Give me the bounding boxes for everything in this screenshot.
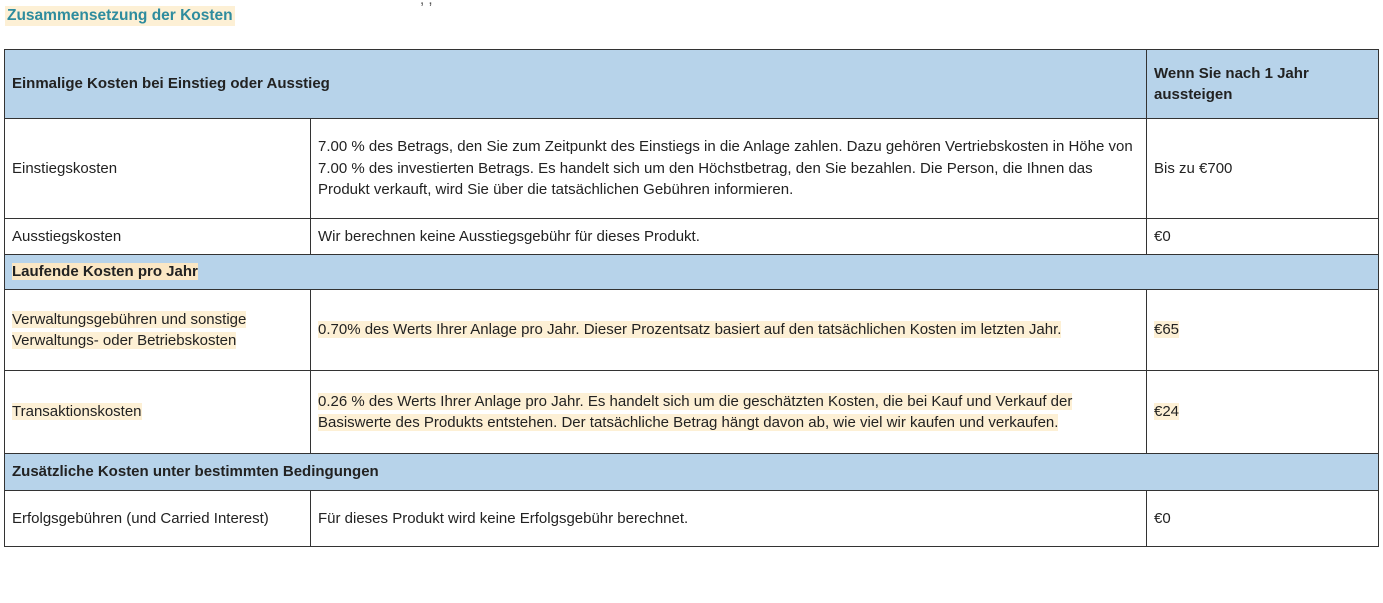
management-fees-label: Verwaltungsgebühren und sonstige Verwaltungs- oder Betriebskosten xyxy=(12,310,247,349)
performance-fees-label: Erfolgsgebühren (und Carried Interest) xyxy=(5,491,311,547)
exit-costs-value: €0 xyxy=(1147,219,1379,255)
cropped-intro-text xyxy=(420,0,433,8)
transaction-costs-label-cell xyxy=(5,371,311,454)
exit-costs-label: Ausstiegskosten xyxy=(5,219,311,255)
transaction-costs-value-cell xyxy=(1147,371,1379,454)
management-fees-description-cell xyxy=(311,290,1147,371)
entry-costs-value: Bis zu €700 xyxy=(1147,119,1379,219)
transaction-costs-value: €24 xyxy=(1154,403,1180,421)
performance-fees-value: €0 xyxy=(1147,491,1379,547)
table-row xyxy=(5,219,1379,255)
exit-after-one-year-header: Wenn Sie nach 1 Jahr aussteigen xyxy=(1147,50,1379,119)
performance-fees-description: Für dieses Produkt wird keine Erfolgsgebühr berechnet. xyxy=(311,491,1147,547)
management-fees-value-cell xyxy=(1147,290,1379,371)
entry-costs-description: 7.00 % des Betrags, den Sie zum Zeitpunkt des Einstiegs in die Anlage zahlen. Dazu gehören Vertriebskosten in Höhe von 7.00 % des investierten Betrags. Es handelt sich um den Höchstbetrag, den Sie bezahlen. Die Person, die Ihnen das Produkt verkauft, wird Sie über die tatsächlichen Gebühren informieren. xyxy=(311,119,1147,219)
management-fees-value: €65 xyxy=(1154,321,1180,339)
one-time-costs-header-row xyxy=(5,50,1379,119)
transaction-costs-label: Transaktionskosten xyxy=(12,403,142,421)
one-time-costs-header: Einmalige Kosten bei Einstieg oder Ausstieg xyxy=(5,50,1147,119)
table-row xyxy=(5,290,1379,371)
management-fees-label-cell xyxy=(5,290,311,371)
transaction-costs-description-cell xyxy=(311,371,1147,454)
ongoing-costs-header-row xyxy=(5,255,1379,290)
entry-costs-label: Einstiegskosten xyxy=(5,119,311,219)
table-row xyxy=(5,119,1379,219)
incidental-costs-header: Zusätzliche Kosten unter bestimmten Bedingungen xyxy=(5,454,1379,491)
costs-table xyxy=(4,49,1379,547)
table-row xyxy=(5,491,1379,547)
incidental-costs-header-row xyxy=(5,454,1379,491)
exit-costs-description: Wir berechnen keine Ausstiegsgebühr für dieses Produkt. xyxy=(311,219,1147,255)
ongoing-costs-header xyxy=(5,255,1379,290)
ongoing-costs-header-text: Laufende Kosten pro Jahr xyxy=(12,263,198,281)
management-fees-description: 0.70% des Werts Ihrer Anlage pro Jahr. Dieser Prozentsatz basiert auf den tatsächlichen Kosten im letzten Jahr. xyxy=(318,321,1062,339)
table-row xyxy=(5,371,1379,454)
transaction-costs-description: 0.26 % des Werts Ihrer Anlage pro Jahr. Es handelt sich um die geschätzten Kosten, die bei Kauf und Verkauf der Basiswerte des Produkts entstehen. Der tatsächliche Betrag hängt davon ab, wie viel wir kaufen und verkaufen. xyxy=(318,392,1073,431)
section-title: Zusammensetzung der Kosten xyxy=(7,7,233,24)
